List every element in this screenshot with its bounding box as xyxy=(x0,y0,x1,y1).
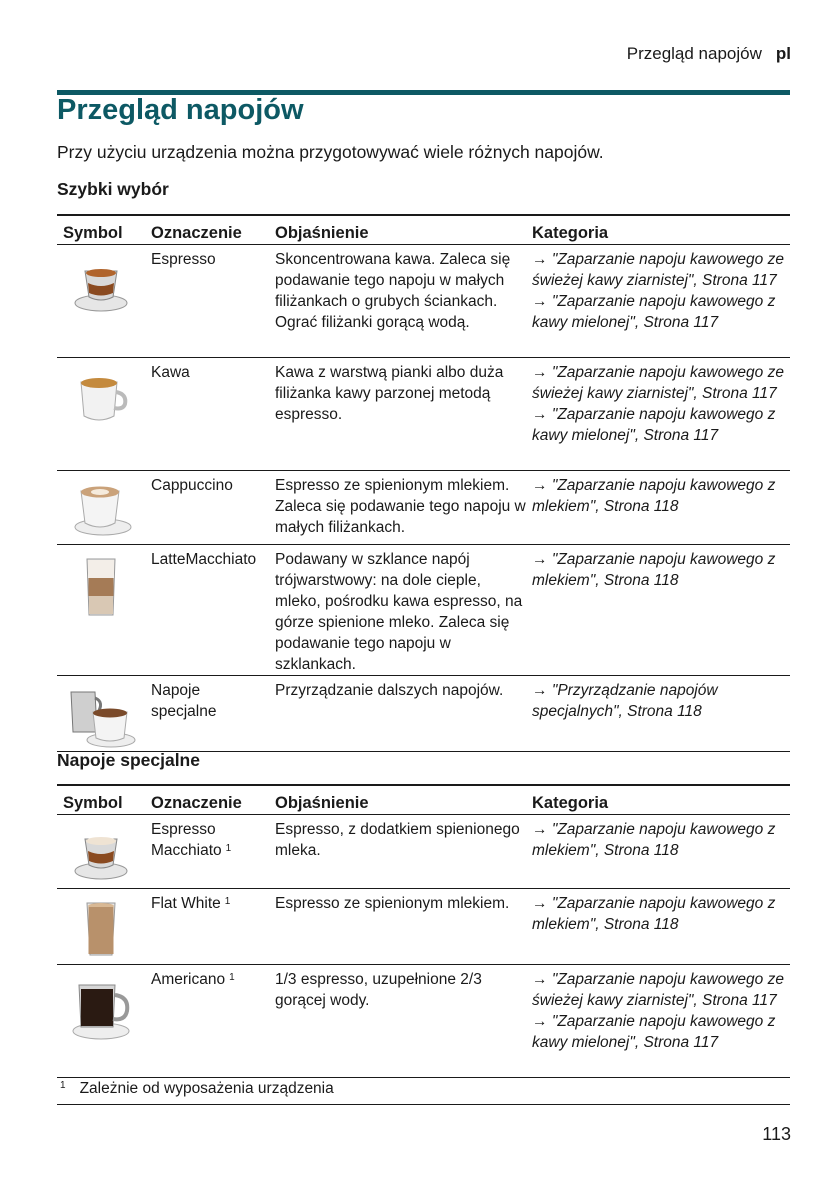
footnote-ref: 1 xyxy=(229,972,235,983)
table-row xyxy=(57,889,790,965)
running-header xyxy=(627,44,791,64)
footnote xyxy=(60,1080,334,1098)
drink-category xyxy=(532,545,790,676)
special-drinks-icon xyxy=(65,684,137,750)
table-row xyxy=(57,545,790,676)
drink-category xyxy=(532,676,790,752)
col-symbol: Symbol xyxy=(57,215,145,245)
table-row xyxy=(57,245,790,358)
footnote-rule xyxy=(57,1104,790,1105)
category-link[interactable]: → "Zaparzanie napoju kawowego z kawy mielonej", Strona 117 xyxy=(532,293,776,331)
symbol-cell xyxy=(57,676,145,752)
drink-category xyxy=(532,815,790,889)
drink-desc: Podawany w szklance napój trójwarstwowy: na dole cieple, mleko, pośrodku kawa espresso, na górze spienione mleko. Zaleca się podawanie tego napoju w szklankach. xyxy=(269,545,532,676)
category-link[interactable]: → "Zaparzanie napoju kawowego ze świeżej kawy ziarnistej", Strona 117 xyxy=(532,971,784,1009)
page-title: Przegląd napojów xyxy=(57,94,304,126)
category-link[interactable]: → "Zaparzanie napoju kawowego z kawy mielonej", Strona 117 xyxy=(532,1013,776,1051)
symbol-cell xyxy=(57,545,145,676)
symbol-cell xyxy=(57,245,145,358)
drink-desc: Kawa z warstwą pianki albo duża filiżanka kawy parzonej metodą espresso. xyxy=(269,358,532,471)
symbol-cell xyxy=(57,358,145,471)
latte-macchiato-glass-icon xyxy=(69,553,133,623)
page-number: 113 xyxy=(762,1124,791,1144)
quick-heading: Szybki wybór xyxy=(57,179,169,199)
drink-desc: Espresso ze spienionym mlekiem. xyxy=(269,889,532,965)
drink-name: LatteMacchiato xyxy=(145,545,269,676)
footnote-ref: 1 xyxy=(224,896,231,907)
col-name: Oznaczenie xyxy=(145,785,269,815)
drink-name: Flat White $^1$ xyxy=(145,889,269,965)
category-link[interactable]: → "Zaparzanie napoju kawowego ze świeżej kawy ziarnistej", Strona 117 xyxy=(532,364,784,402)
drink-category xyxy=(532,965,790,1078)
symbol-cell xyxy=(57,965,145,1078)
drink-name: Napoje specjalne xyxy=(145,676,269,752)
col-name: Oznaczenie xyxy=(145,215,269,245)
category-link[interactable]: → "Przyrządzanie napojów specjalnych", Strona 118 xyxy=(532,682,718,720)
symbol-cell xyxy=(57,815,145,889)
symbol-cell xyxy=(57,471,145,545)
col-desc: Objaśnienie xyxy=(269,785,532,815)
espresso-cup-icon xyxy=(69,253,133,317)
symbol-cell xyxy=(57,889,145,965)
special-table xyxy=(57,784,790,1078)
table-row xyxy=(57,676,790,752)
drink-name: Kawa xyxy=(145,358,269,471)
intro-text: Przy użyciu urządzenia można przygotowywać wiele różnych napojów. xyxy=(57,142,604,162)
col-cat: Kategoria xyxy=(532,785,790,815)
table-row xyxy=(57,965,790,1078)
drink-name: Espresso xyxy=(145,245,269,358)
header-language: pl xyxy=(775,44,791,63)
header-section-title: Przegląd napojów xyxy=(626,44,762,63)
drink-desc: Przyrządzanie dalszych napojów. xyxy=(269,676,532,752)
drink-desc: Espresso ze spienionym mlekiem. Zaleca się podawanie tego napoju w małych filiżankach. xyxy=(269,471,532,545)
drink-name: Espresso Macchiato $^1$ xyxy=(145,815,269,889)
col-symbol: Symbol xyxy=(57,785,145,815)
col-cat: Kategoria xyxy=(532,215,790,245)
americano-mug-icon xyxy=(65,973,137,1043)
drink-desc: 1/3 espresso, uzupełnione 2/3 gorącej wody. xyxy=(269,965,532,1078)
cappuccino-cup-icon xyxy=(69,479,133,541)
table-row xyxy=(57,815,790,889)
footnote-text: Zależnie od wyposażenia urządzenia xyxy=(79,1080,334,1097)
category-link[interactable]: → "Zaparzanie napoju kawowego z mlekiem", Strona 118 xyxy=(532,551,776,589)
drink-name: Cappuccino xyxy=(145,471,269,545)
quick-table xyxy=(57,214,790,752)
coffee-cup-icon xyxy=(69,366,133,430)
table-row xyxy=(57,358,790,471)
flat-white-glass-icon xyxy=(69,897,133,961)
footnote-ref: 1 xyxy=(225,843,232,854)
footnote-mark: 1 xyxy=(60,1080,66,1091)
category-link[interactable]: → "Zaparzanie napoju kawowego z mlekiem", Strona 118 xyxy=(532,895,776,933)
drink-category xyxy=(532,471,790,545)
drink-desc: Espresso, z dodatkiem spienionego mleka. xyxy=(269,815,532,889)
drink-desc: Skoncentrowana kawa. Zaleca się podawanie tego napoju w małych filiżankach o grubych ściankach. Ograć filiżanki gorącą wodą. xyxy=(269,245,532,358)
category-link[interactable]: → "Zaparzanie napoju kawowego z kawy mielonej", Strona 117 xyxy=(532,406,776,444)
col-desc: Objaśnienie xyxy=(269,215,532,245)
category-link[interactable]: → "Zaparzanie napoju kawowego z mlekiem", Strona 118 xyxy=(532,821,776,859)
drink-category xyxy=(532,358,790,471)
drink-name: Americano $^1$ xyxy=(145,965,269,1078)
drink-category xyxy=(532,889,790,965)
category-link[interactable]: → "Zaparzanie napoju kawowego z mlekiem", Strona 118 xyxy=(532,477,776,515)
special-heading: Napoje specjalne xyxy=(57,750,200,770)
table-row xyxy=(57,471,790,545)
drink-category xyxy=(532,245,790,358)
category-link[interactable]: → "Zaparzanie napoju kawowego ze świeżej kawy ziarnistej", Strona 117 xyxy=(532,251,784,289)
espresso-macchiato-cup-icon xyxy=(69,823,133,885)
